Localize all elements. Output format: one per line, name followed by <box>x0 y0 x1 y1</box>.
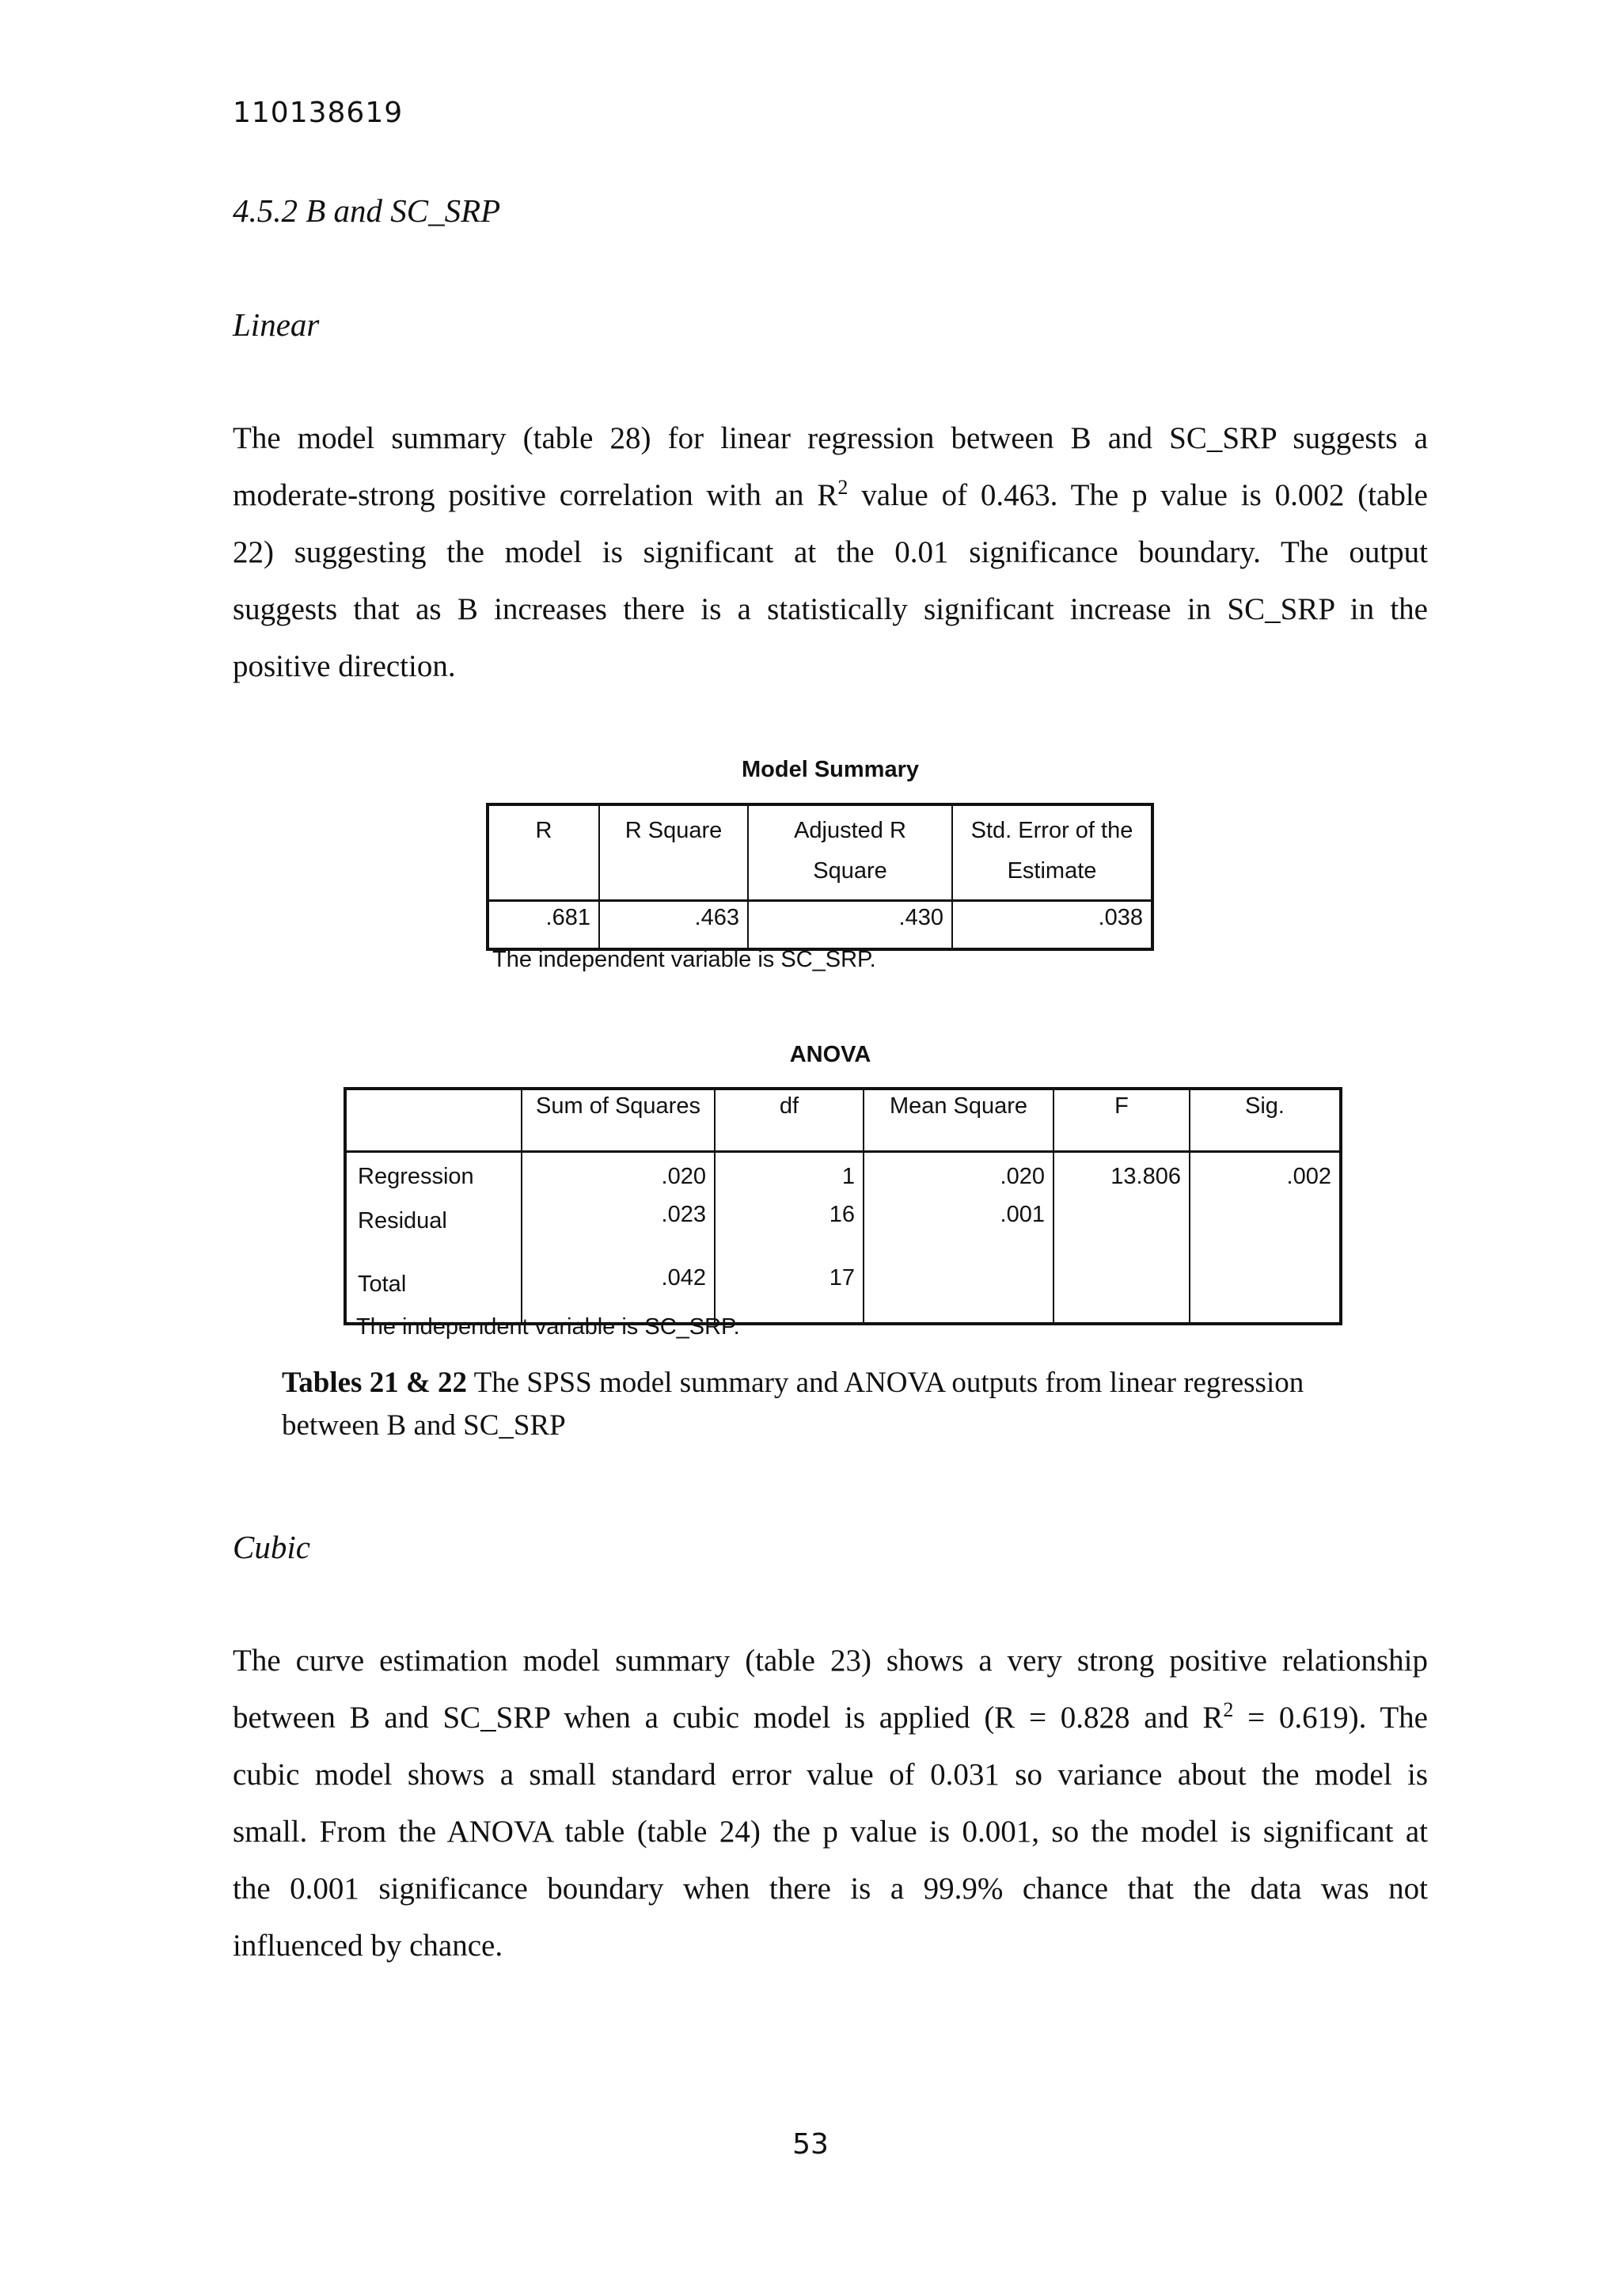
cubic-line-1: The curve estimation model summary (table 23) shows a very strong positive relationship <box>233 1644 1428 1678</box>
row-label-total: Total <box>358 1272 407 1297</box>
row-label-regression: Regression <box>358 1164 474 1189</box>
linear-paragraph <box>233 410 1428 695</box>
header-adjusted-r-square: Adjusted R Square <box>748 804 952 901</box>
superscript-2: 2 <box>1223 1698 1234 1721</box>
anova-header-sum-of-squares: Sum of Squares <box>522 1089 715 1152</box>
linear-line-5: positive direction. <box>233 649 456 683</box>
section-heading: 4.5.2 B and SC_SRP <box>233 192 501 229</box>
model-summary-footnote: The independent variable is SC_SRP. <box>492 947 876 972</box>
cell-sig <box>1190 1256 1341 1324</box>
anova-table <box>344 1087 1342 1325</box>
cell-mean-square <box>864 1256 1053 1324</box>
cell-f: 13.806 <box>1053 1152 1190 1203</box>
cell-sum-of-squares: .023 <box>522 1202 715 1256</box>
cubic-line-5: the 0.001 significance boundary when there is a 99.9% chance that the data was not <box>233 1872 1428 1906</box>
cell-mean-square: .020 <box>864 1152 1053 1203</box>
linear-line-4: suggests that as B increases there is a statistically significant increase in SC_SRP in the <box>233 592 1428 626</box>
table-row <box>345 1152 1341 1203</box>
caption-label: Tables 21 & 22 <box>282 1367 468 1399</box>
superscript-2: 2 <box>837 476 848 499</box>
header-std-error: Std. Error of the Estimate <box>952 804 1152 901</box>
cubic-line-3: cubic model shows a small standard error value of 0.031 so variance about the model is <box>233 1758 1428 1792</box>
cell-df: 1 <box>715 1152 864 1203</box>
cell-df: 17 <box>715 1256 864 1324</box>
cubic-subheading: Cubic <box>233 1529 310 1565</box>
cubic-paragraph <box>233 1633 1428 1975</box>
anova-header-f: F <box>1053 1089 1190 1152</box>
table-caption <box>282 1362 1390 1447</box>
model-summary-title: Model Summary <box>742 757 919 782</box>
header-r: R <box>535 818 552 843</box>
header-r-square: R Square <box>599 804 748 901</box>
cubic-line-2 <box>233 1690 1428 1747</box>
caption-text: The SPSS model summary and ANOVA outputs from linear regression <box>467 1367 1304 1399</box>
anova-header-df: df <box>715 1089 864 1152</box>
model-summary-header-row <box>488 804 1152 901</box>
anova-title: ANOVA <box>789 1042 871 1067</box>
linear-line-2b: value of 0.463. The p value is 0.002 (table <box>848 478 1428 512</box>
value-r: .681 <box>488 901 599 950</box>
cell-mean-square: .001 <box>864 1202 1053 1256</box>
document-id: 110138619 <box>233 97 404 129</box>
cell-sig: .002 <box>1190 1152 1341 1203</box>
cubic-line-2a: between B and SC_SRP when a cubic model is applied (R = 0.828 and R <box>233 1701 1224 1735</box>
linear-line-2 <box>233 467 1428 524</box>
table-row <box>345 1202 1341 1256</box>
model-summary-value-row <box>488 901 1152 950</box>
cell-sig <box>1190 1202 1341 1256</box>
caption-line-2: between B and SC_SRP <box>282 1409 566 1442</box>
model-summary-table <box>486 803 1154 951</box>
cell-f <box>1053 1202 1190 1256</box>
anova-header-row <box>345 1089 1341 1152</box>
value-std-error: .038 <box>952 901 1152 950</box>
row-label-residual: Residual <box>358 1208 447 1234</box>
value-r-square: .463 <box>599 901 748 950</box>
linear-subheading: Linear <box>233 306 320 343</box>
cell-sum-of-squares: .042 <box>522 1256 715 1324</box>
cell-f <box>1053 1256 1190 1324</box>
anova-footnote: The independent variable is SC_SRP. <box>356 1314 740 1340</box>
anova-header-mean-square: Mean Square <box>864 1089 1053 1152</box>
value-adjusted-r-square: .430 <box>748 901 952 950</box>
linear-line-1: The model summary (table 28) for linear regression between B and SC_SRP suggests a <box>233 421 1428 455</box>
linear-line-2a: moderate-strong positive correlation with an R <box>233 478 838 512</box>
cubic-line-4: small. From the ANOVA table (table 24) the p value is 0.001, so the model is significant at <box>233 1815 1428 1849</box>
cubic-line-6: influenced by chance. <box>233 1929 503 1963</box>
cell-df: 16 <box>715 1202 864 1256</box>
linear-line-3: 22) suggesting the model is significant at the 0.01 significance boundary. The output <box>233 535 1428 569</box>
cell-sum-of-squares: .020 <box>522 1152 715 1203</box>
anova-header-blank <box>345 1089 522 1152</box>
cubic-line-2b: = 0.619). The <box>1233 1701 1428 1735</box>
page-number: 53 <box>792 2128 829 2161</box>
anova-header-sig: Sig. <box>1190 1089 1341 1152</box>
